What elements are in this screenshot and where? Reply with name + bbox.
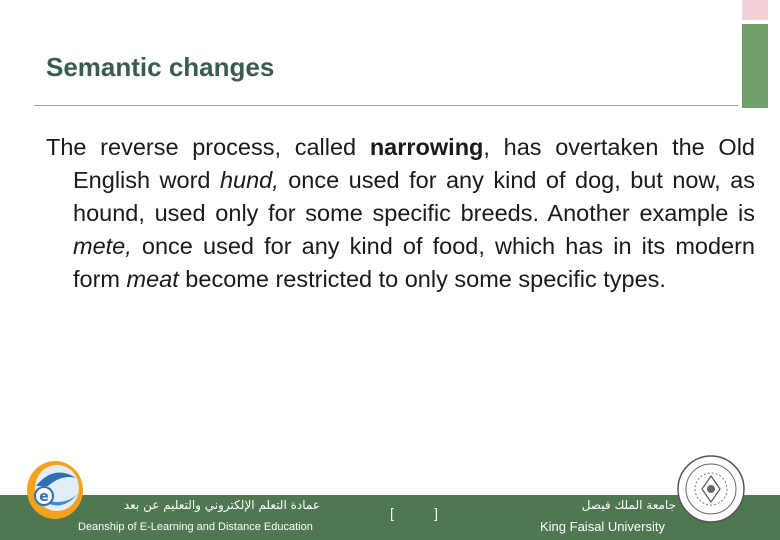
page-number-open-bracket: [ <box>390 505 394 521</box>
footer-university-arabic: جامعة الملك فيصل <box>581 498 676 512</box>
accent-strip-top <box>742 0 768 20</box>
title-divider <box>34 105 738 106</box>
page-number <box>390 505 438 521</box>
svg-text:e: e <box>39 489 49 505</box>
body-text-3: once used for any kind of dog, but now, as hound, used only for some specific breeds. Another example is <box>73 167 755 226</box>
body-italic-mete: mete, <box>73 233 132 259</box>
body-italic-meat: meat <box>126 266 179 292</box>
university-seal-logo-icon <box>676 454 746 524</box>
body-text-1: The reverse process, called <box>46 134 370 160</box>
body-text-2: , has overtaken the Old English word <box>73 134 755 193</box>
body-italic-hund: hund, <box>219 167 279 193</box>
footer-university-english: King Faisal University <box>540 519 665 534</box>
body-text-4: once used for any kind of food, which has in its modern form <box>73 233 755 292</box>
body-text-5: become restricted to only some specific types. <box>178 266 666 292</box>
page-number-close-bracket: ] <box>434 505 438 521</box>
footer-deanship-arabic: عمادة التعلم الإلكتروني والتعليم عن بعد <box>123 498 320 512</box>
slide-body-paragraph <box>46 131 755 296</box>
accent-strip-green <box>742 24 768 108</box>
slide-title: Semantic changes <box>46 52 275 82</box>
body-bold-narrowing: narrowing <box>369 134 484 160</box>
footer-deanship-english: Deanship of E-Learning and Distance Education <box>78 521 313 533</box>
elearning-globe-logo-icon <box>24 456 86 522</box>
